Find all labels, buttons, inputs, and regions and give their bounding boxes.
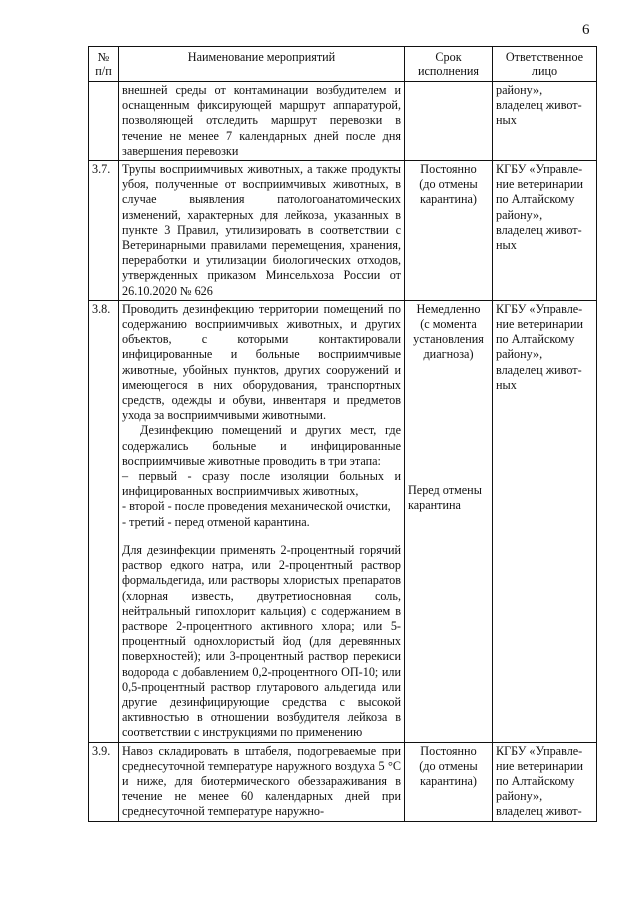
measures-table: [88, 46, 597, 822]
table-row: [89, 161, 597, 301]
table-row: [89, 300, 597, 742]
row-number: [89, 82, 119, 161]
measure-paragraph: Для дезинфекции применять 2-процентный горячий раствор едкого натра, или 2-процентный раствор формальдегида, или растворы хлористых препаратов (хлорная известь, двутретиосновная соль, нейтральный гипохлорит кальция) с содержанием в растворе 2-процентного активного хлора; или 5-процентный однохлористый йод (для деревянных поверхностей); или 3-процентный раствор перекиси водорода с добавлением 0,2-процентного ОП-10; или 0,5-процентный раствор глутарового альдегида или другие дезинфицирующие средства с высокой активностью в отношении возбудителя лейкоза в соответствии с инструкциями по применению: [122, 542, 401, 740]
measure-paragraph: внешней среды от контаминации возбудителем и оснащенным фиксирующей маршрут аппаратурой, позволяющей отследить маршрут перевозки в течение не менее 7 календарных дней после дня завершения перевозки: [122, 83, 401, 158]
table-header-row: [89, 47, 597, 82]
row-term: [405, 300, 493, 742]
table-row: [89, 742, 597, 821]
responsible-text: КГБУ «Управле- ние ветеринарии по Алтайскому району», владелец живот-: [496, 743, 584, 819]
measure-paragraph: – первый - сразу после изоляции больных и инфицированных восприимчивых животных,: [122, 469, 401, 499]
row-responsible: [493, 161, 597, 301]
row-measure-text: [119, 161, 405, 301]
measure-paragraph: - третий - перед отменой карантина.: [122, 514, 310, 529]
measure-paragraph: Дезинфекцию помещений и других мест, где содержались больные и инфицированные восприимчивые животные проводить в три этапа:: [122, 423, 401, 468]
page-number: 6: [582, 22, 590, 38]
header-name: Наименование мероприятий: [119, 47, 405, 82]
row-term: [405, 161, 493, 301]
table-row: [89, 82, 597, 161]
row-responsible: [493, 300, 597, 742]
measure-paragraph: Проводить дезинфекцию территории помещений по содержанию восприимчивых животных, и других объектов, с которыми контактировали инфицированные и больные восприимчивые животные, убойных пунктов, других сооружений и имеющегося в них оборудования, транспортных средств, одежды и обуви, инвентаря и предметов ухода за восприимчивыми животными.: [122, 301, 401, 423]
responsible-text: району», владелец живот- ных: [496, 83, 582, 128]
term-text-2: Перед отмены карантина: [408, 482, 482, 512]
row-measure-text: [119, 82, 405, 161]
row-term: [405, 742, 493, 821]
header-num: № п/п: [89, 47, 119, 82]
row-responsible: [493, 82, 597, 161]
term-text: Немедленно (с момента установления диагноза): [413, 301, 484, 362]
term-text: Постоянно (до отмены карантина): [419, 743, 478, 788]
measure-paragraph: Трупы восприимчивых животных, а также продукты убоя, полученные от восприимчивых животных, в случае выявления патологоанатомических изменений, характерных для лейкоза, указанных в пункте 3 Правил, утилизировать в соответствии с Ветеринарными правилами перемещения, хранения, переработки и утилизации биологических отходов, утвержденных приказом Минсельхоза России от 26.10.2020 № 626: [122, 162, 401, 298]
measure-paragraph: Навоз складировать в штабеля, подогреваемые при среднесуточной температуре наружного воздуха 5 °С и ниже, для биотермического обеззараживания в течение не менее 60 календарных дней при среднесуточной температуре наружно-: [122, 743, 401, 819]
row-term: [405, 82, 493, 161]
responsible-text: КГБУ «Управле- ние ветеринарии по Алтайскому району», владелец живот- ных: [496, 162, 584, 253]
row-responsible: [493, 742, 597, 821]
header-term: Срок исполнения: [405, 47, 493, 82]
responsible-text: КГБУ «Управле- ние ветеринарии по Алтайскому району», владелец живот- ных: [496, 301, 584, 392]
term-text: Постоянно (до отмены карантина): [419, 162, 478, 207]
row-measure-text: [119, 742, 405, 821]
header-responsible: Ответственное лицо: [493, 47, 597, 82]
row-number: 3.9.: [89, 742, 119, 821]
row-number: 3.7.: [89, 161, 119, 301]
row-number: 3.8.: [89, 300, 119, 742]
measure-paragraph: - второй - после проведения механической очистки,: [122, 499, 391, 514]
row-measure-text: [119, 300, 405, 742]
